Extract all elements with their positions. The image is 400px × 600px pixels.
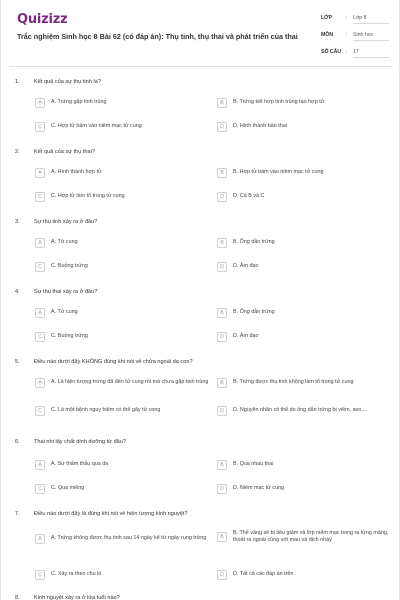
option-c[interactable] xyxy=(35,406,211,416)
option-letter-badge: A xyxy=(35,168,45,178)
option-d[interactable] xyxy=(217,406,389,416)
option-letter-badge: B xyxy=(217,532,227,542)
quizizz-logo: Quizizz xyxy=(17,12,68,27)
option-text: A. Trứng không được thụ tinh sau 14 ngày kể từ ngày rụng trứng xyxy=(51,535,207,542)
option-a[interactable] xyxy=(35,168,211,178)
option-text: D. Âm đạo xyxy=(233,263,259,270)
question-text: Kết quả của sự thụ tinh là? xyxy=(34,79,101,85)
question-header xyxy=(1,358,400,368)
option-letter-badge: C xyxy=(35,570,45,580)
option-letter-badge: D xyxy=(217,262,227,272)
option-c[interactable] xyxy=(35,570,211,580)
option-d[interactable] xyxy=(217,262,389,272)
question-text: Sự thụ tinh xảy ra ở đâu? xyxy=(34,219,98,225)
meta-value: 17 xyxy=(353,44,389,58)
meta-value: Lớp 8 xyxy=(353,10,389,24)
option-letter-badge: A xyxy=(35,460,45,470)
option-c[interactable] xyxy=(35,192,211,202)
option-letter-badge: D xyxy=(217,484,227,494)
option-text: D. Nguyên nhân có thể do ống dẫn trứng bị viêm, sẹo,... xyxy=(233,407,368,414)
option-letter-badge: A xyxy=(35,308,45,318)
question-text: Sự thụ thai xảy ra ở đâu? xyxy=(34,289,98,295)
meta-label: LỚP xyxy=(321,15,333,21)
option-c[interactable] xyxy=(35,262,211,272)
option-letter-badge: B xyxy=(217,98,227,108)
option-text: C. Là một bệnh nguy hiểm có thể gây tử vong xyxy=(51,407,161,414)
question-number: 3. xyxy=(15,219,20,225)
option-letter-badge: C xyxy=(35,122,45,132)
option-text: B. Qua nhau thai xyxy=(233,461,274,468)
option-b[interactable] xyxy=(217,308,389,318)
option-letter-badge: A xyxy=(35,378,45,388)
question-number: 6. xyxy=(15,439,20,445)
option-text: D. Hình thành bào thai xyxy=(233,123,287,130)
question-number: 4. xyxy=(15,289,20,295)
question-text: Điều nào dưới đây là đúng khi nói về hiện tượng kinh nguyệt? xyxy=(34,511,188,517)
option-letter-badge: D xyxy=(217,332,227,342)
option-letter-badge: D xyxy=(217,406,227,416)
option-text: D. Cả B và C xyxy=(233,193,265,200)
question-header xyxy=(1,594,400,600)
question-text: Điều nào dưới đây KHÔNG đúng khi nói về chửa ngoài dạ con? xyxy=(34,359,193,365)
option-d[interactable] xyxy=(217,332,389,342)
option-letter-badge: A xyxy=(35,534,45,544)
option-letter-badge: C xyxy=(35,406,45,416)
option-a[interactable] xyxy=(35,534,211,544)
option-text: B. Ống dẫn trứng xyxy=(233,309,275,316)
option-a[interactable] xyxy=(35,98,211,108)
option-letter-badge: B xyxy=(217,168,227,178)
option-a[interactable] xyxy=(35,238,211,248)
option-text: C. Buồng trứng xyxy=(51,333,88,340)
option-text: A. Là hiện tượng trứng đã đến tử cung rồi mà chưa gặp tinh trùng xyxy=(51,379,209,386)
option-b[interactable] xyxy=(217,460,389,470)
question-text: Kết quả của sự thụ thai? xyxy=(34,149,95,155)
option-letter-badge: B xyxy=(217,378,227,388)
option-letter-badge: D xyxy=(217,570,227,580)
question-number: 7. xyxy=(15,511,20,517)
question-number: 2. xyxy=(15,149,20,155)
option-letter-badge: A xyxy=(35,98,45,108)
option-b[interactable] xyxy=(217,378,389,388)
option-text: C. Hợp tử làm tổ trong tử cung xyxy=(51,193,125,200)
option-letter-badge: C xyxy=(35,484,45,494)
option-a[interactable] xyxy=(35,378,211,388)
option-text: B. Thể vàng sẽ bị tiêu giảm và lớp niêm mạc bong ra từng mảng, thoát ra ngoài cùng với máu và dịch nhày xyxy=(233,530,389,544)
option-c[interactable] xyxy=(35,484,211,494)
question-number: 1. xyxy=(15,79,20,85)
option-text: A. Tử cung xyxy=(51,309,78,316)
option-text: A. Sự thẩm thấu qua da xyxy=(51,461,109,468)
option-text: A. Hình thành hợp tử xyxy=(51,169,102,176)
question-header xyxy=(1,78,400,88)
option-letter-badge: D xyxy=(217,192,227,202)
option-text: B. Trứng được thụ tinh không làm tổ trong tử cung xyxy=(233,379,354,386)
option-letter-badge: C xyxy=(35,192,45,202)
meta-value: Sinh học xyxy=(353,27,389,41)
question-header xyxy=(1,218,400,228)
option-text: D. Tất cả các đáp án trên xyxy=(233,571,294,578)
question-list xyxy=(1,0,400,600)
option-d[interactable] xyxy=(217,484,389,494)
option-text: D. Âm đạo xyxy=(233,333,259,340)
option-text: B. Hợp tử bám vào niêm mạc tử cung xyxy=(233,169,324,176)
option-d[interactable] xyxy=(217,122,389,132)
option-text: C. Xảy ra theo chu kì xyxy=(51,571,102,578)
meta-colon: : xyxy=(346,32,348,38)
question-number: 5. xyxy=(15,359,20,365)
option-d[interactable] xyxy=(217,570,389,580)
option-text: D. Niêm mạc tử cung xyxy=(233,485,284,492)
option-letter-badge: D xyxy=(217,122,227,132)
question-text: Kinh nguyệt xảy ra ở lứa tuổi nào? xyxy=(34,595,120,600)
question-header xyxy=(1,438,400,448)
option-text: B. Trứng kết hợp tinh trùng tạo hợp tử xyxy=(233,99,325,106)
option-letter-badge: B xyxy=(217,460,227,470)
option-c[interactable] xyxy=(35,332,211,342)
question-header xyxy=(1,148,400,158)
option-b[interactable] xyxy=(217,168,389,178)
option-c[interactable] xyxy=(35,122,211,132)
meta-label: SỐ CÂU xyxy=(321,49,342,55)
option-d[interactable] xyxy=(217,192,389,202)
option-b[interactable] xyxy=(217,238,389,248)
meta-label: MÔN xyxy=(321,32,334,38)
meta-colon: : xyxy=(346,49,348,55)
option-text: C. Buồng trứng xyxy=(51,263,88,270)
option-b[interactable] xyxy=(217,530,389,544)
option-a[interactable] xyxy=(35,308,211,318)
option-a[interactable] xyxy=(35,460,211,470)
question-header xyxy=(1,288,400,298)
option-letter-badge: A xyxy=(35,238,45,248)
question-text: Thai nhi lấy chất dinh dưỡng từ đâu? xyxy=(34,439,127,445)
option-letter-badge: C xyxy=(35,332,45,342)
option-letter-badge: C xyxy=(35,262,45,272)
question-header xyxy=(1,510,400,520)
option-text: A. Trứng gặp tinh trùng xyxy=(51,99,107,106)
option-text: C. Hợp tử bám vào niêm mạc tử cung xyxy=(51,123,142,130)
option-letter-badge: B xyxy=(217,238,227,248)
worksheet-title: Trắc nghiệm Sinh học 8 Bài 62 (có đáp án): Thụ tinh, thụ thai và phát triển của thai xyxy=(17,32,298,41)
option-text: B. Ống dẫn trứng xyxy=(233,239,275,246)
option-b[interactable] xyxy=(217,98,389,108)
question-number: 8. xyxy=(15,595,20,600)
option-letter-badge: B xyxy=(217,308,227,318)
meta-colon: : xyxy=(346,15,348,21)
option-text: A. Tử cung xyxy=(51,239,78,246)
option-text: C. Qua miệng xyxy=(51,485,85,492)
